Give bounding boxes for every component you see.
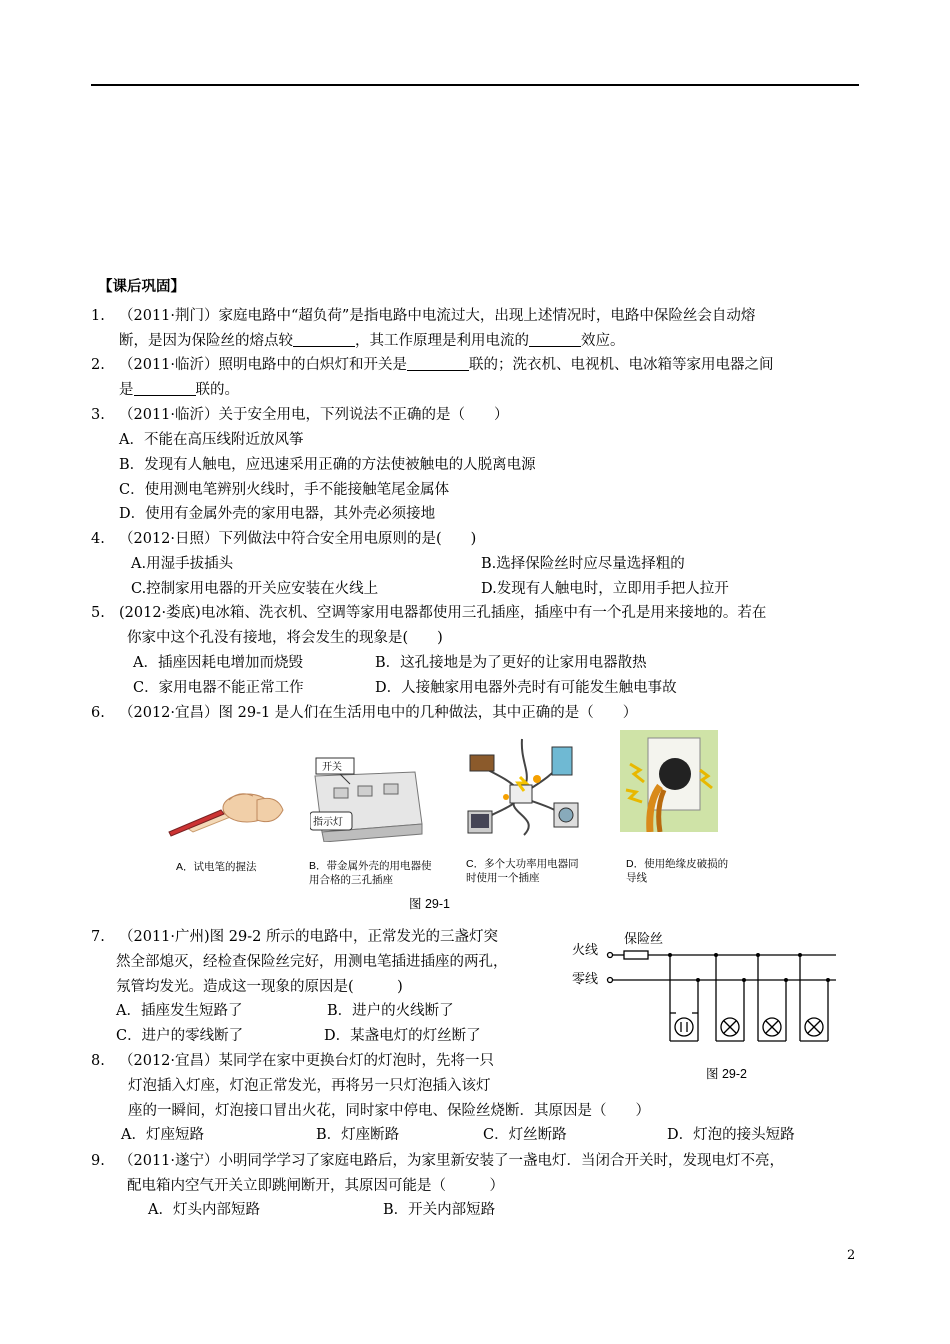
- switch-label: 开关: [322, 762, 342, 773]
- question-2-line-1: 2. （2011·临沂）照明电路中的白炽灯和开关是 联的；洗衣机、电视机、电冰箱等家用电器之间: [91, 357, 774, 373]
- question-4-option-c: C.控制家用电器的开关应安装在火线上: [131, 581, 379, 597]
- figure-caption-b: B．带金属外壳的用电器使用合格的三孔插座: [309, 860, 432, 886]
- question-3-stem: 3. （2011·临沂）关于安全用电，下列说法不正确的是（ ）: [91, 407, 509, 423]
- figure-29-1-caption: 图 29-1: [409, 897, 450, 911]
- answer-blank: [529, 332, 581, 347]
- question-2-line-2: 是 联的。: [119, 382, 239, 398]
- figure-caption-a: A．试电笔的握法: [176, 861, 257, 873]
- question-3-option-d: D．使用有金属外壳的家用电器，其外壳必须接地: [119, 506, 436, 522]
- damaged-wire-image: [620, 730, 718, 832]
- household-circuit-diagram: [568, 925, 848, 1055]
- question-4-option-a: A.用湿手拔插头: [131, 556, 234, 572]
- question-1-line-2: 断，是因为保险丝的熔点较 ，其工作原理是利用电流的 效应。: [119, 333, 625, 349]
- question-5-line-2: 你家中这个孔没有接地，将会发生的现象是( ): [127, 630, 443, 646]
- answer-blank: [407, 356, 469, 371]
- question-4-option-b: B.选择保险丝时应尽量选择粗的: [481, 556, 685, 572]
- question-8-option-b: B．灯座断路: [316, 1127, 400, 1143]
- question-5-option-c: C．家用电器不能正常工作: [133, 680, 304, 696]
- figure-caption-c: C．多个大功率用电器同时使用一个插座: [466, 858, 579, 884]
- question-5-option-d: D．人接触家用电器外壳时有可能发生触电事故: [375, 680, 677, 696]
- question-7-option-c: C．进户的零线断了: [116, 1028, 244, 1044]
- header-rule: [91, 84, 859, 86]
- question-9-line-1: 9. （2011·遂宁）小明同学学习了家庭电路后，为家里新安装了一盏电灯．当闭合开关时，发现电灯不亮，: [91, 1153, 785, 1169]
- overloaded-socket-image: [462, 737, 585, 840]
- question-8-line-3: 座的一瞬间，灯泡接口冒出火花，同时家中停电、保险丝烧断．其原因是（ ）: [128, 1103, 650, 1119]
- question-5-option-b: B．这孔接地是为了更好的让家用电器散热: [375, 655, 647, 671]
- page-number: 2: [847, 1248, 856, 1263]
- neutral-wire-label: 零线: [572, 972, 599, 987]
- question-8-option-c: C．灯丝断路: [483, 1127, 567, 1143]
- question-7-line-3: 氖管均发光。造成这一现象的原因是( ): [116, 979, 403, 995]
- answer-blank: [293, 332, 355, 347]
- question-9-option-b: B．开关内部短路: [383, 1202, 496, 1218]
- live-wire-label: 火线: [572, 943, 599, 958]
- question-8-line-2: 灯泡插入灯座，灯泡正常发光，再将另一只灯泡插入该灯: [128, 1078, 491, 1094]
- question-9-option-a: A．灯头内部短路: [148, 1202, 260, 1218]
- question-6-stem: 6. （2012·宜昌）图 29-1 是人们在生活用电中的几种做法，其中正确的是（ ）: [91, 705, 638, 721]
- question-7-line-2: 然全部熄灭，经检查保险丝完好，用测电笔插进插座的两孔，: [116, 954, 508, 970]
- question-3-option-c: C．使用测电笔辨别火线时，手不能接触笔尾金属体: [119, 482, 450, 498]
- question-1-line-1: 1. （2011·荆门）家庭电路中“超负荷”是指电路中电流过大，出现上述情况时，电路中保险丝会自动熔: [91, 308, 756, 324]
- question-7-option-a: A．插座发生短路了: [116, 1003, 243, 1019]
- three-hole-socket-image: [310, 754, 425, 842]
- answer-blank: [134, 381, 196, 396]
- fuse-symbol: [624, 951, 648, 959]
- question-9-line-2: 配电箱内空气开关立即跳闸断开，其原因可能是（ ）: [127, 1178, 504, 1194]
- question-7-option-d: D．某盏电灯的灯丝断了: [324, 1028, 481, 1044]
- question-7-line-1: 7. （2011·广州)图 29-2 所示的电路中，正常发光的三盏灯突: [91, 929, 498, 945]
- question-8-option-d: D．灯泡的接头短路: [667, 1127, 795, 1143]
- section-title: 【课后巩固】: [98, 279, 185, 295]
- question-5-option-a: A．插座因耗电增加而烧毁: [133, 655, 303, 671]
- question-4-option-d: D.发现有人触电时，立即用手把人拉开: [481, 581, 729, 597]
- question-3-option-b: B．发现有人触电，应迅速采用正确的方法使被触电的人脱离电源: [119, 457, 536, 473]
- figure-caption-d: D．使用绝缘皮破损的导线: [626, 858, 729, 884]
- question-8-option-a: A．灯座短路: [121, 1127, 204, 1143]
- question-7-option-b: B．进户的火线断了: [327, 1003, 454, 1019]
- question-3-option-a: A．不能在高压线附近放风筝: [119, 432, 304, 448]
- figure-29-2-caption: 图 29-2: [706, 1067, 747, 1081]
- question-8-line-1: 8. （2012·宜昌）某同学在家中更换台灯的灯泡时，先将一只: [91, 1053, 495, 1069]
- fuse-label: 保险丝: [624, 932, 664, 947]
- question-4-stem: 4. （2012·日照）下列做法中符合安全用电原则的是( ): [91, 531, 477, 547]
- question-5-line-1: 5. (2012·娄底)电冰箱、洗衣机、空调等家用电器都使用三孔插座，插座中有一个孔是用来接地的。若在: [91, 605, 767, 621]
- tester-pen-grip-image: [167, 770, 285, 850]
- indicator-label: 指示灯: [313, 817, 343, 828]
